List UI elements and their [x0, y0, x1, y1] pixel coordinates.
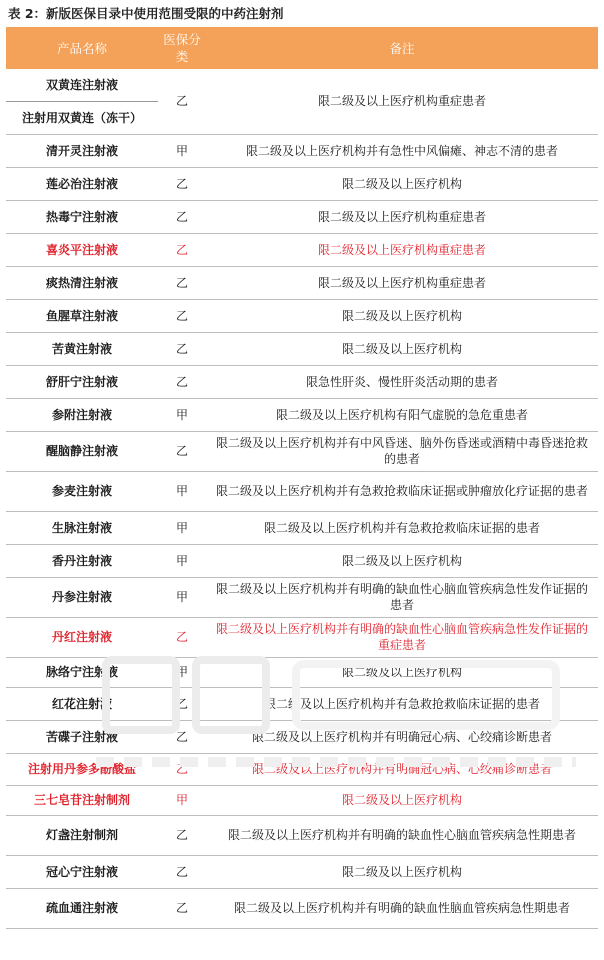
usage-note: 限二级及以上医疗机构并有急性中风偏瘫、神志不清的患者 [206, 134, 598, 167]
table-row [6, 855, 598, 888]
header-note: 备注 [206, 27, 598, 69]
table-row [6, 888, 598, 928]
usage-note: 限二级及以上医疗机构 [206, 167, 598, 200]
drug-name: 鱼腥草注射液 [6, 299, 158, 332]
table-row [6, 657, 598, 687]
table-row [6, 266, 598, 299]
insurance-class: 乙 [158, 855, 206, 888]
usage-note: 限二级及以上医疗机构并有急救抢救临床证据或肿瘤放化疗证据的患者 [206, 471, 598, 511]
table-row [6, 544, 598, 577]
usage-note: 限二级及以上医疗机构重症患者 [206, 233, 598, 266]
drug-name: 清开灵注射液 [6, 134, 158, 167]
insurance-class: 乙 [158, 431, 206, 471]
table-row [6, 815, 598, 855]
table-row [6, 577, 598, 617]
drug-restriction-table [6, 27, 598, 929]
drug-name: 苦黄注射液 [6, 332, 158, 365]
insurance-class: 甲 [158, 577, 206, 617]
usage-note: 限二级及以上医疗机构并有明确的缺血性心脑血管疾病急性期患者 [206, 815, 598, 855]
drug-name: 舒肝宁注射液 [6, 365, 158, 398]
table-row [6, 720, 598, 753]
insurance-class: 乙 [158, 617, 206, 657]
table-row [6, 134, 598, 167]
insurance-class: 甲 [158, 471, 206, 511]
drug-name: 喜炎平注射液 [6, 233, 158, 266]
insurance-class: 甲 [158, 544, 206, 577]
drug-name: 热毒宁注射液 [6, 200, 158, 233]
drug-name: 莲必治注射液 [6, 167, 158, 200]
drug-name: 香丹注射液 [6, 544, 158, 577]
insurance-class: 甲 [158, 657, 206, 687]
table-row [6, 365, 598, 398]
insurance-class: 乙 [158, 299, 206, 332]
drug-name: 疏血通注射液 [6, 888, 158, 928]
insurance-class: 甲 [158, 134, 206, 167]
usage-note: 限二级及以上医疗机构 [206, 299, 598, 332]
insurance-class: 乙 [158, 167, 206, 200]
drug-name: 灯盏注射制剂 [6, 815, 158, 855]
table-caption: 表 2：新版医保目录中使用范围受限的中药注射剂 [8, 6, 284, 21]
header-class: 医保分类 [158, 27, 206, 69]
table-row [6, 398, 598, 431]
usage-note: 限二级及以上医疗机构重症患者 [206, 200, 598, 233]
table-row [6, 332, 598, 365]
usage-note: 限二级及以上医疗机构 [206, 657, 598, 687]
usage-note: 限二级及以上医疗机构重症患者 [206, 69, 598, 134]
drug-name: 三七皂苷注射制剂 [6, 785, 158, 815]
drug-name: 脉络宁注射液 [6, 657, 158, 687]
insurance-class: 乙 [158, 365, 206, 398]
insurance-class: 乙 [158, 888, 206, 928]
header-name: 产品名称 [6, 27, 158, 69]
insurance-class: 乙 [158, 69, 206, 134]
table-row [6, 687, 598, 720]
insurance-class: 乙 [158, 200, 206, 233]
table-row [6, 200, 598, 233]
usage-note: 限二级及以上医疗机构重症患者 [206, 266, 598, 299]
insurance-class: 乙 [158, 720, 206, 753]
drug-name: 冠心宁注射液 [6, 855, 158, 888]
drug-name: 参附注射液 [6, 398, 158, 431]
drug-name: 生脉注射液 [6, 511, 158, 544]
insurance-class: 甲 [158, 398, 206, 431]
usage-note: 限二级及以上医疗机构并有明确的缺血性心脑血管疾病急性发作证据的患者 [206, 577, 598, 617]
usage-note: 限二级及以上医疗机构 [206, 544, 598, 577]
insurance-class: 乙 [158, 233, 206, 266]
drug-name: 注射用双黄连（冻干） [6, 101, 158, 134]
table-row [6, 471, 598, 511]
table-row-highlighted [6, 753, 598, 785]
drug-name: 双黄连注射液 [6, 69, 158, 101]
usage-note: 限二级及以上医疗机构并有中风昏迷、脑外伤昏迷或酒精中毒昏迷抢救的患者 [206, 431, 598, 471]
insurance-class: 甲 [158, 511, 206, 544]
usage-note: 限二级及以上医疗机构并有明确冠心病、心绞痛诊断患者 [206, 720, 598, 753]
usage-note: 限二级及以上医疗机构并有明确的缺血性脑血管疾病急性期患者 [206, 888, 598, 928]
usage-note: 限急性肝炎、慢性肝炎活动期的患者 [206, 365, 598, 398]
drug-name: 红花注射液 [6, 687, 158, 720]
table-row [6, 167, 598, 200]
usage-note: 限二级及以上医疗机构 [206, 785, 598, 815]
usage-note: 限二级及以上医疗机构 [206, 332, 598, 365]
usage-note: 限二级及以上医疗机构 [206, 855, 598, 888]
insurance-class: 乙 [158, 687, 206, 720]
table-header-row [6, 27, 598, 69]
usage-note: 限二级及以上医疗机构并有明确的缺血性心脑血管疾病急性发作证据的重症患者 [206, 617, 598, 657]
drug-name: 苦碟子注射液 [6, 720, 158, 753]
usage-note: 限二级及以上医疗机构并有急救抢救临床证据的患者 [206, 511, 598, 544]
drug-name: 醒脑静注射液 [6, 431, 158, 471]
insurance-class: 乙 [158, 753, 206, 785]
table-row [6, 511, 598, 544]
insurance-class: 甲 [158, 785, 206, 815]
drug-name: 丹红注射液 [6, 617, 158, 657]
usage-note: 限二级及以上医疗机构并有明确冠心病、心绞痛诊断患者 [206, 753, 598, 785]
drug-name: 参麦注射液 [6, 471, 158, 511]
table-row-highlighted [6, 785, 598, 815]
table-row-highlighted [6, 233, 598, 266]
insurance-class: 乙 [158, 266, 206, 299]
drug-name: 注射用丹参多酚酸盐 [6, 753, 158, 785]
drug-name: 痰热清注射液 [6, 266, 158, 299]
table-body [6, 69, 598, 928]
usage-note: 限二级及以上医疗机构有阳气虚脱的急危重患者 [206, 398, 598, 431]
usage-note: 限二级及以上医疗机构并有急救抢救临床证据的患者 [206, 687, 598, 720]
table-row [6, 299, 598, 332]
table-row [6, 69, 598, 101]
drug-name: 丹参注射液 [6, 577, 158, 617]
insurance-class: 乙 [158, 815, 206, 855]
table-row-highlighted [6, 617, 598, 657]
insurance-class: 乙 [158, 332, 206, 365]
table-row [6, 431, 598, 471]
